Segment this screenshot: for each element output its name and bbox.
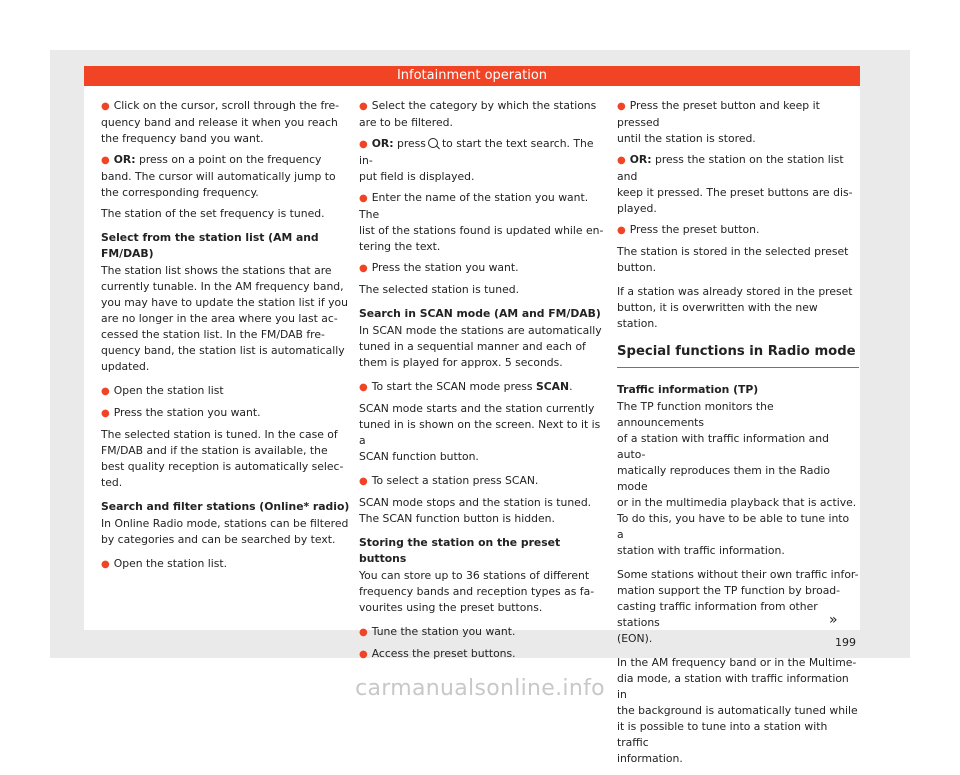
bullet-icon: ● (101, 408, 110, 419)
page-header: Infotainment operation (84, 66, 860, 86)
list-item: ● To select a station press SCAN. (359, 474, 539, 487)
column-3 (617, 98, 859, 775)
subheading: Storing the station on the preset buttons (359, 536, 561, 565)
continued-marker: » (829, 612, 838, 628)
list-item: ● Select the category by which the stations are to be filtered. (359, 99, 597, 129)
bullet-icon: ● (359, 382, 368, 393)
bullet-icon: ● (359, 263, 368, 274)
bullet-icon: ● (359, 476, 368, 487)
bullet-icon: ● (359, 649, 368, 660)
list-item: ● Press the station you want. (101, 406, 261, 419)
paragraph: Some stations without their own traffic infor- mation support the TP function by broad- casting traffic information from other stations (EON). (617, 568, 859, 645)
subheading: Traffic information (TP) (617, 383, 759, 396)
list-item: ● Press the preset button and keep it pressed until the station is stored. (617, 99, 820, 145)
list-item: ● Press the station you want. (359, 261, 519, 274)
subheading: Select from the station list (AM and FM/DAB) (101, 231, 319, 260)
section-heading: Special functions in Radio mode (617, 344, 859, 368)
paragraph: You can store up to 36 stations of different frequency bands and reception types as fa- vourites using the preset buttons. (359, 569, 595, 614)
bullet-icon: ● (617, 101, 626, 112)
list-item: ● Enter the name of the station you want. The list of the stations found is updated while en- tering the text. (359, 191, 604, 253)
bullet-icon: ● (359, 627, 368, 638)
list-item: ● Open the station list. (101, 557, 228, 570)
list-item: ● Access the preset buttons. (359, 647, 516, 660)
search-icon (428, 138, 438, 148)
paragraph: The station list shows the stations that are currently tunable. In the AM frequency band, you may have to update the station list if you are no longer in the area where you last ac- cessed the station list. In the FM/DAB fre- quency band, the station list is automatically updated. (101, 264, 348, 373)
paragraph: The station of the set frequency is tuned. (101, 207, 325, 220)
paragraph: The TP function monitors the announcements of a station with traffic information and auto- matically reproduces them in the Radio mode or in the multimedia playback that is active. To do this, you have to be able to tune into a station with traffic information. (617, 400, 857, 557)
bullet-icon: ● (359, 193, 368, 204)
paragraph: In Online Radio mode, stations can be filtered by categories and can be searched by text. (101, 517, 349, 546)
list-item: ● OR: press to start the text search. The in- put field is displayed. (359, 137, 594, 183)
bullet-icon: ● (617, 155, 626, 166)
watermark: carmanualsonline.info (355, 676, 605, 701)
paragraph: The selected station is tuned. In the case of FM/DAB and if the station is available, the best quality reception is automatically selec- ted. (101, 428, 344, 489)
list-item: ● To start the SCAN mode press SCAN. (359, 380, 573, 393)
bullet-icon: ● (101, 155, 110, 166)
column-1 (101, 98, 351, 578)
list-item: ● OR: press on a point on the frequency band. The cursor will automatically jump to the corresponding frequency. (101, 153, 336, 199)
column-2 (359, 98, 609, 668)
list-item: ● Press the preset button. (617, 223, 760, 236)
bullet-icon: ● (101, 559, 110, 570)
paragraph: If a station was already stored in the preset button, it is overwritten with the new station. (617, 285, 853, 330)
bullet-icon: ● (359, 139, 368, 150)
list-item: ● Click on the cursor, scroll through the fre- quency band and release it when you reach the frequency band you want. (101, 99, 340, 145)
list-item: ● OR: press the station on the station list and keep it pressed. The preset buttons are dis- played. (617, 153, 853, 215)
bullet-icon: ● (101, 386, 110, 397)
subheading: Search and filter stations (Online* radio) (101, 500, 350, 513)
paragraph: The station is stored in the selected preset button. (617, 245, 849, 274)
page-number: 199 (835, 636, 856, 649)
list-item: ● Open the station list (101, 384, 224, 397)
paragraph: In the AM frequency band or in the Multime- dia mode, a station with traffic information in the background is automatically tuned while it is possible to tune into a station with traffic information. (617, 656, 858, 765)
paragraph: In SCAN mode the stations are automatically tuned in a sequential manner and each of them is played for approx. 5 seconds. (359, 324, 602, 369)
paragraph: SCAN mode starts and the station currently tuned in is shown on the screen. Next to it is a SCAN function button. (359, 402, 601, 463)
bullet-icon: ● (359, 101, 368, 112)
bullet-icon: ● (617, 225, 626, 236)
list-item: ● Tune the station you want. (359, 625, 516, 638)
paragraph: SCAN mode stops and the station is tuned. The SCAN function button is hidden. (359, 496, 592, 525)
subheading: Search in SCAN mode (AM and FM/DAB) (359, 307, 601, 320)
bullet-icon: ● (101, 101, 110, 112)
paragraph: The selected station is tuned. (359, 283, 520, 296)
